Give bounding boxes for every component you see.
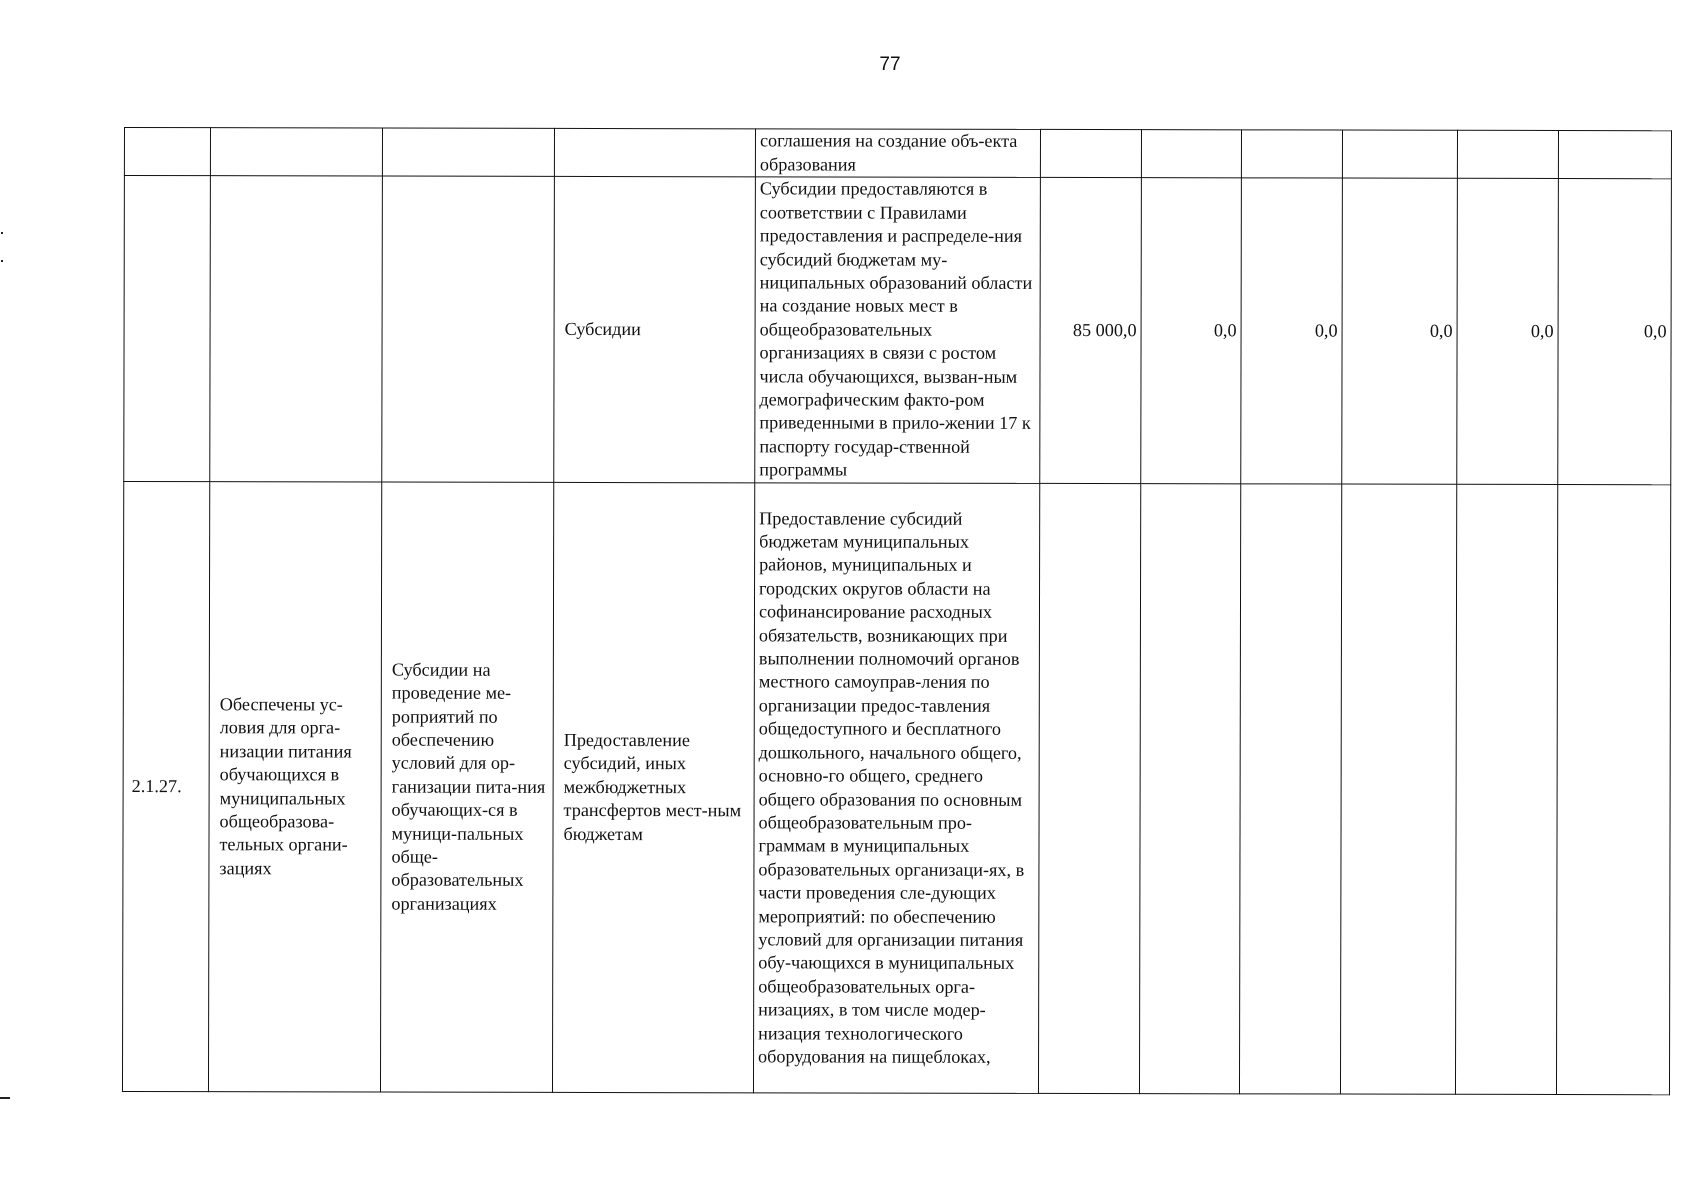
amount-cell (1141, 130, 1241, 178)
row-index-cell: 2.1.27. (122, 482, 209, 1092)
description-cell: Предоставление субсидий бюджетам муниципальных районов, муниципальных и городских округов области на софинансирование расходных обязательств, возникающих при выполнении полномочий органов местного самоуправ-ления по организации предос-тавления общедоступного и бесплатного дошкольного, начального общего, основно-го общего, среднего общего образования по основным общеобразовательным про-граммам в муниципальных образовательных организаци-ях, в части проведения сле-дующих мероприятий: по обеспечению условий для организации питания обу-чающихся в муниципальных общеобразовательных орга-низациях, в том числе модер-низация технологического оборудования на пищеблоках, (753, 483, 1039, 1094)
amount-cell (1239, 484, 1341, 1094)
mechanism-cell (554, 128, 755, 176)
amount-cell (1038, 483, 1140, 1093)
description-cell: Субсидии предоставляются в соответствии с Правилами предоставления и распределе-ния субсидий бюджетам му-ниципальных образований области на создание новых мест в общеобразовательных организациях в связи с ростом числа обучающихся, вызван-ным демографическим факто-ром приведенными в прило-жении 17 к паспорту государ-ственной программы (755, 177, 1041, 484)
row-index-cell (124, 176, 211, 482)
amount-cell (1040, 129, 1141, 177)
amount-cell (1558, 131, 1671, 179)
table-row (122, 482, 1670, 1095)
amount-cell (1455, 484, 1557, 1094)
page-number: 77 (879, 54, 901, 75)
table-row (124, 176, 1672, 485)
event-cell (382, 128, 554, 176)
amount-cell: 0,0 (1342, 178, 1458, 484)
event-cell (382, 176, 555, 482)
result-cell (210, 176, 383, 482)
amount-cell: 85 000,0 (1040, 177, 1142, 483)
amount-cell: 0,0 (1558, 179, 1672, 485)
table-row (124, 128, 1671, 179)
amount-cell: 0,0 (1457, 178, 1559, 484)
scan-edge-mark (0, 1097, 10, 1099)
amount-cell (1556, 485, 1670, 1095)
amount-cell (1457, 130, 1558, 178)
description-cell: соглашения на создание объ-екта образования (755, 129, 1040, 178)
mechanism-cell: Предоставление субсидий, иных межбюджетных трансфертов мест-ным бюджетам (552, 482, 754, 1092)
amount-cell: 0,0 (1141, 178, 1242, 484)
amount-cell (1241, 130, 1342, 178)
scan-dust-mark (1, 260, 3, 262)
amount-cell (1340, 484, 1456, 1094)
event-cell: Субсидии на проведение ме-роприятий по обеспечению условий для ор-ганизации пита-ния обучающих-ся в муници-пальных обще-образовательных организациях (380, 482, 553, 1092)
scan-dust-mark (1, 232, 3, 234)
result-cell (210, 128, 382, 176)
row-index-cell (124, 128, 210, 176)
amount-cell (1139, 484, 1240, 1094)
amount-cell: 0,0 (1241, 178, 1343, 484)
amount-cell (1342, 130, 1457, 178)
program-table (122, 127, 1672, 1095)
result-cell: Обеспечены ус-ловия для орга-низации питания обучающихся в муниципальных общеобразова-тельных органи-зациях (208, 482, 381, 1092)
mechanism-cell: Субсидии (554, 176, 756, 482)
